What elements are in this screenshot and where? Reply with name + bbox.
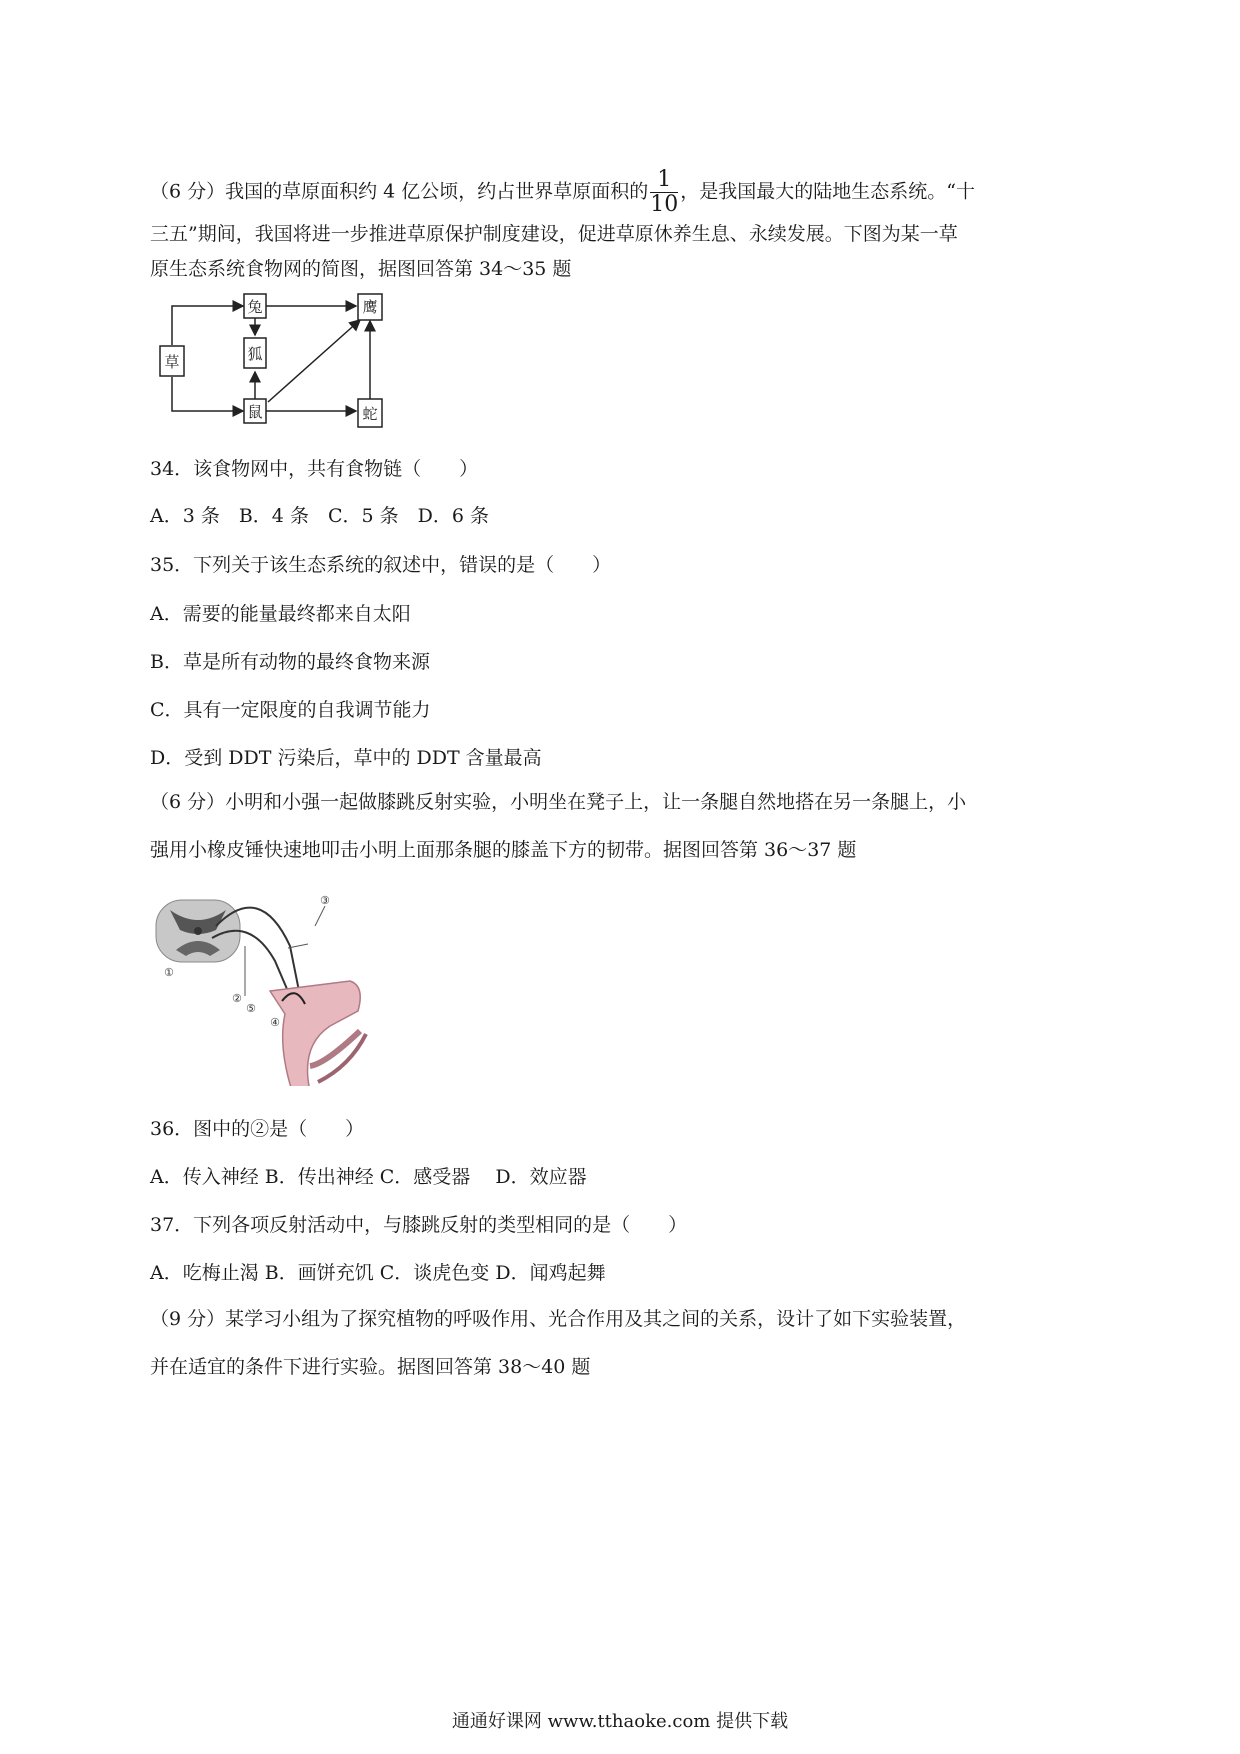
fraction-denominator: 10 — [650, 192, 679, 217]
fraction-numerator: 1 — [650, 168, 678, 193]
q37-options: A．吃梅止渴 B．画饼充饥 C．谈虎色变 D．闻鸡起舞 — [150, 1262, 606, 1284]
q34-options: A．3 条 B．4 条 C．5 条 D．6 条 — [150, 505, 489, 527]
q35-option-b: B．草是所有动物的最终食物来源 — [150, 651, 430, 673]
label-4: ④ — [270, 1016, 280, 1029]
label-3: ③ — [320, 894, 330, 907]
q35-option-c: C．具有一定限度的自我调节能力 — [150, 699, 431, 721]
intro1-line1 — [150, 168, 975, 217]
grass-label: 草 — [164, 353, 180, 371]
mouse-label: 鼠 — [247, 403, 263, 421]
rabbit-label: 兔 — [247, 298, 263, 316]
snake-label: 蛇 — [362, 405, 378, 423]
q35-option-a: A．需要的能量最终都来自太阳 — [150, 603, 411, 625]
intro1-line3: 原生态系统食物网的简图，据图回答第 34～35 题 — [150, 258, 572, 280]
intro1-line1-after: ，是我国最大的陆地生态系统。“十 — [680, 180, 976, 203]
knee-reflex-diagram — [150, 886, 410, 1086]
label-1: ① — [164, 966, 174, 979]
q36-stem: 36．图中的②是（ ） — [150, 1118, 365, 1140]
intro3-line1: （9 分）某学习小组为了探究植物的呼吸作用、光合作用及其之间的关系，设计了如下实验装置， — [150, 1308, 967, 1330]
q35-stem: 35．下列关于该生态系统的叙述中，错误的是（ ） — [150, 554, 612, 576]
page-footer: 通通好课网 www.tthaoke.com 提供下载 — [451, 1711, 789, 1732]
eagle-label: 鹰 — [362, 298, 378, 316]
label-2: ② — [232, 992, 242, 1005]
intro2-line1: （6 分）小明和小强一起做膝跳反射实验，小明坐在凳子上，让一条腿自然地搭在另一条腿上，小 — [150, 791, 967, 813]
intro1-line1-before: （6 分）我国的草原面积约 4 亿公顷，约占世界草原面积的 — [150, 180, 649, 203]
q36-options: A．传入神经 B．传出神经 C．感受器 D．效应器 — [150, 1166, 587, 1188]
label-5: ⑤ — [246, 1002, 256, 1015]
intro3-line2: 并在适宜的条件下进行实验。据图回答第 38～40 题 — [150, 1356, 591, 1378]
q35-option-d: D．受到 DDT 污染后，草中的 DDT 含量最高 — [150, 747, 542, 769]
intro1-line2: 三五”期间，我国将进一步推进草原保护制度建设，促进草原休养生息、永续发展。下图为某一草 — [150, 223, 958, 245]
q37-stem: 37．下列各项反射活动中，与膝跳反射的类型相同的是（ ） — [150, 1214, 688, 1236]
intro2-line2: 强用小橡皮锤快速地叩击小明上面那条腿的膝盖下方的韧带。据图回答第 36～37 题 — [150, 839, 857, 861]
fraction-one-tenth — [650, 168, 678, 217]
q34-stem: 34．该食物网中，共有食物链（ ） — [150, 458, 479, 480]
food-web-diagram — [150, 288, 410, 438]
fox-label: 狐 — [247, 345, 263, 363]
